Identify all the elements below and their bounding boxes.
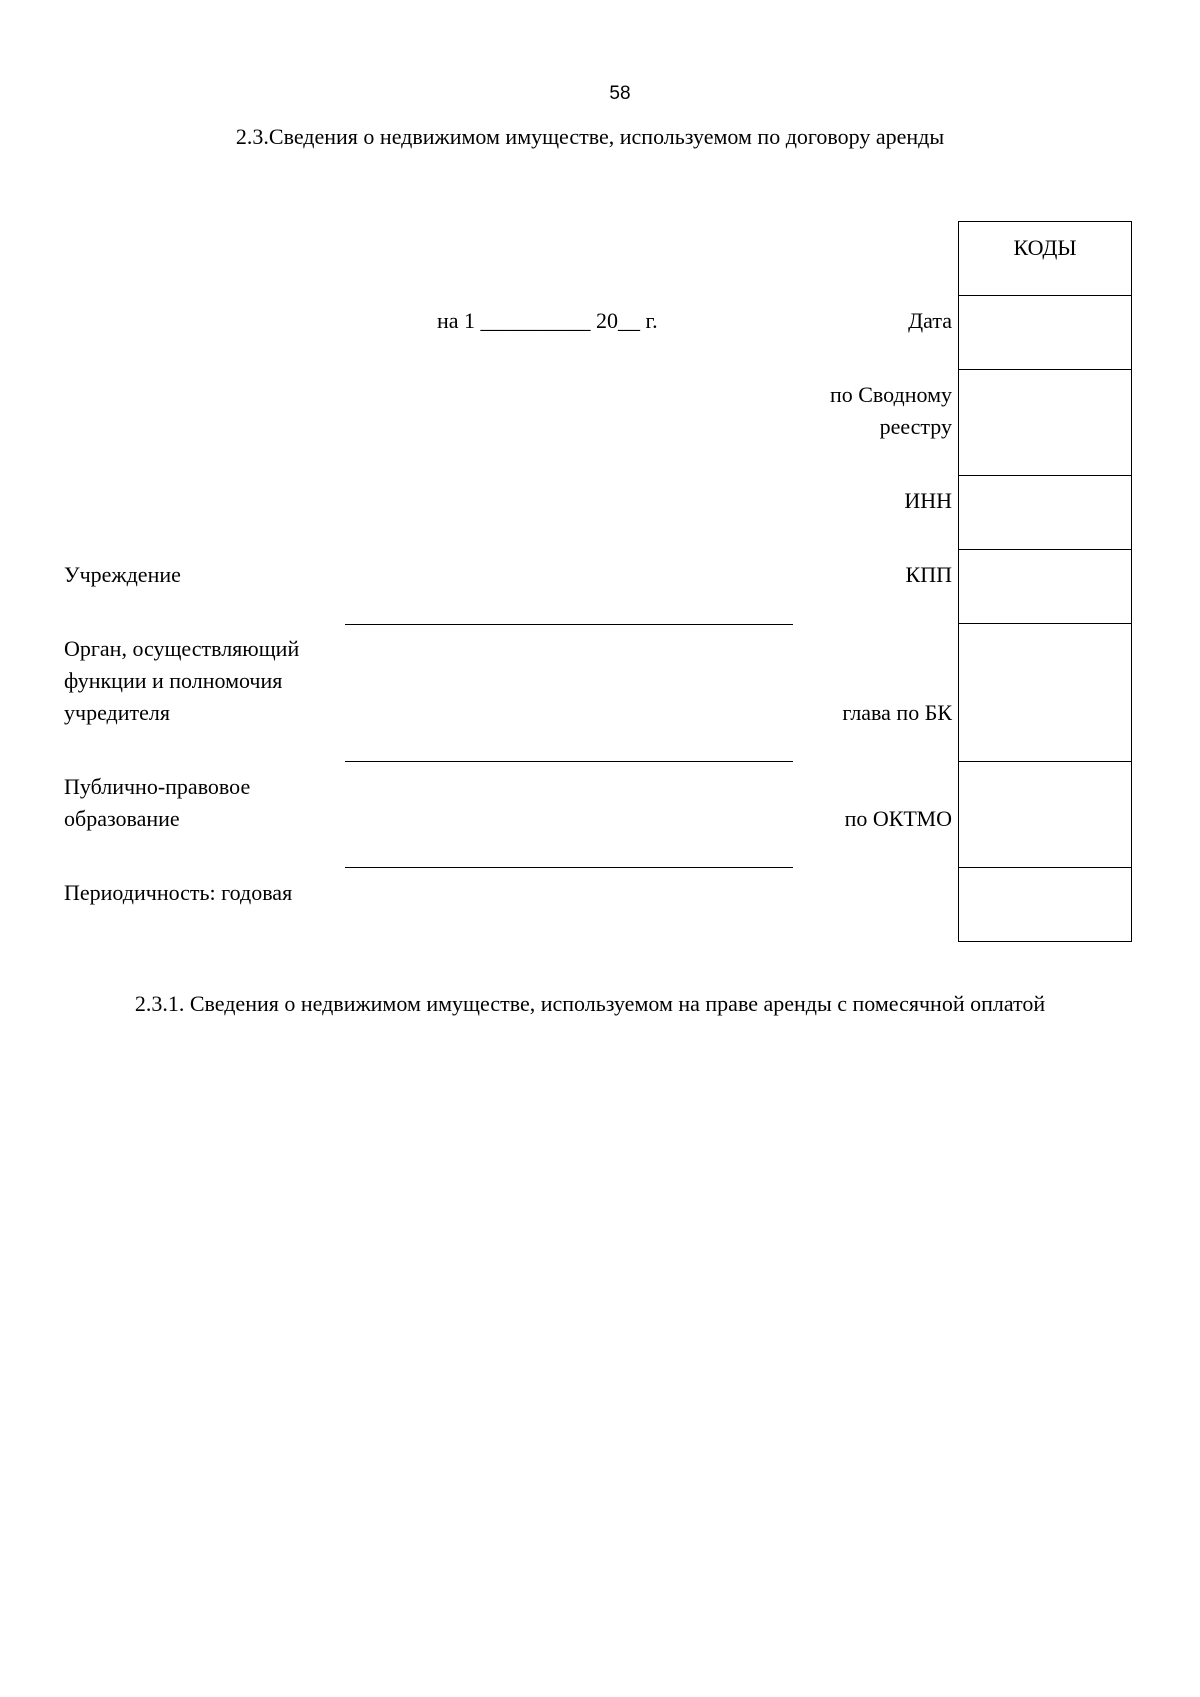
code-cell-registry[interactable]	[959, 370, 1132, 476]
institution-fill-line[interactable]	[345, 624, 793, 625]
report-date-line: на 1 __________ 20__ г.	[437, 308, 658, 333]
label-registry-line1: по Сводному	[829, 382, 952, 407]
label-oktmo: по ОКТМО	[844, 806, 952, 831]
label-periodicity: Периодичность: годовая	[64, 880, 293, 905]
label-public-entity-line1: Публично-правовое	[64, 774, 251, 799]
label-public-entity-line2: образование	[64, 806, 180, 831]
public-entity-fill-line[interactable]	[345, 867, 793, 868]
label-kpp: КПП	[905, 562, 952, 587]
code-cell-kpp[interactable]	[959, 550, 1132, 624]
label-founder-body-line2: функции и полномочия	[64, 668, 283, 693]
label-registry-line2: реестру	[879, 414, 952, 439]
code-cell-date[interactable]	[959, 296, 1132, 370]
page-number: 58	[609, 83, 631, 104]
section-title: 2.3.Сведения о недвижимом имуществе, используемом по договору аренды	[235, 124, 945, 149]
code-cell-oktmo[interactable]	[959, 762, 1132, 868]
code-cell-bk-chapter[interactable]	[959, 624, 1132, 762]
label-inn: ИНН	[904, 488, 952, 513]
code-cell-periodicity[interactable]	[959, 868, 1132, 942]
label-institution: Учреждение	[64, 562, 181, 587]
code-cell-inn[interactable]	[959, 476, 1132, 550]
subsection-title: 2.3.1. Сведения о недвижимом имуществе, используемом на праве аренды с помесячной оплатой	[134, 991, 1046, 1016]
label-bk-chapter: глава по БК	[842, 700, 952, 725]
label-founder-body-line1: Орган, осуществляющий	[64, 636, 300, 661]
codes-table	[958, 221, 1132, 942]
label-date: Дата	[908, 308, 952, 333]
founder-body-fill-line[interactable]	[345, 761, 793, 762]
label-founder-body-line3: учредителя	[64, 700, 170, 725]
codes-header: КОДЫ	[959, 222, 1132, 296]
